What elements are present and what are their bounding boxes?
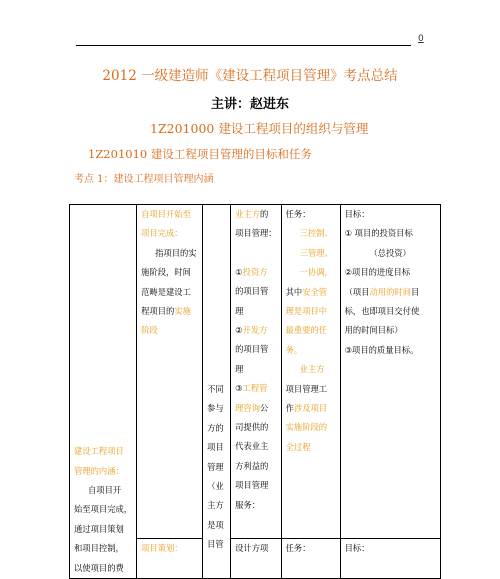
cell-designer-management: 设计方项 bbox=[231, 539, 282, 579]
cell-owner-management: 业主方的 项目管理： ①投资方 的项目管 理 ②开发方 的项目管 理 ③工程管 理咨询公 司提供的 代表业主 方利益的 项目管理 服务： bbox=[231, 205, 282, 539]
cell-designer-goals: 目标： bbox=[340, 539, 440, 579]
page-number: 0 bbox=[418, 34, 424, 44]
cell-start-to-completion: 自项目开始至 项目完成： 指项目的实 施阶段，时间 范畴是建设工 程项目的实施 阶段 bbox=[137, 205, 203, 539]
header-rule bbox=[76, 45, 411, 46]
table-row bbox=[70, 205, 441, 539]
cell-project-planning: 项目策划： bbox=[137, 539, 203, 579]
cell-participants: 不同 参与 方的 项目 管理 （业 主方 是项 目管 bbox=[203, 205, 231, 579]
section-heading-3: 考点 1：建设工程项目管理内涵 bbox=[74, 174, 214, 185]
cell-owner-tasks: 任务： 三控制、 三管理、 一协调， 其中安全管 理是项目中 最重要的任 务。 业主方 项目管理工 作涉及项目 实施阶段的 全过程 bbox=[281, 205, 340, 539]
cell-designer-tasks: 任务： bbox=[281, 539, 340, 579]
content-table bbox=[69, 204, 441, 579]
cell-management-connotation: 建设工程项目 管理的内涵： 自项目开 始至项目完成， 通过项目策划 和项目控制， 以使项目的费 bbox=[70, 205, 137, 579]
section-heading-1: 1Z201000 建设工程项目的组织与管理 bbox=[150, 121, 369, 136]
speaker-line: 主讲：赵进东 bbox=[210, 97, 289, 112]
section-heading-2: 1Z201010 建设工程项目管理的目标和任务 bbox=[88, 147, 312, 161]
document-title: 2012 一级建造师《建设工程项目管理》考点总结 bbox=[102, 68, 398, 84]
cell-owner-goals: 目标： ① 项目的投资目标 （总投资） ②项目的进度目标 （项目动用的时间目 标，也即项目交付使 用的时间目标） ③项目的质量目标。 bbox=[340, 205, 440, 539]
